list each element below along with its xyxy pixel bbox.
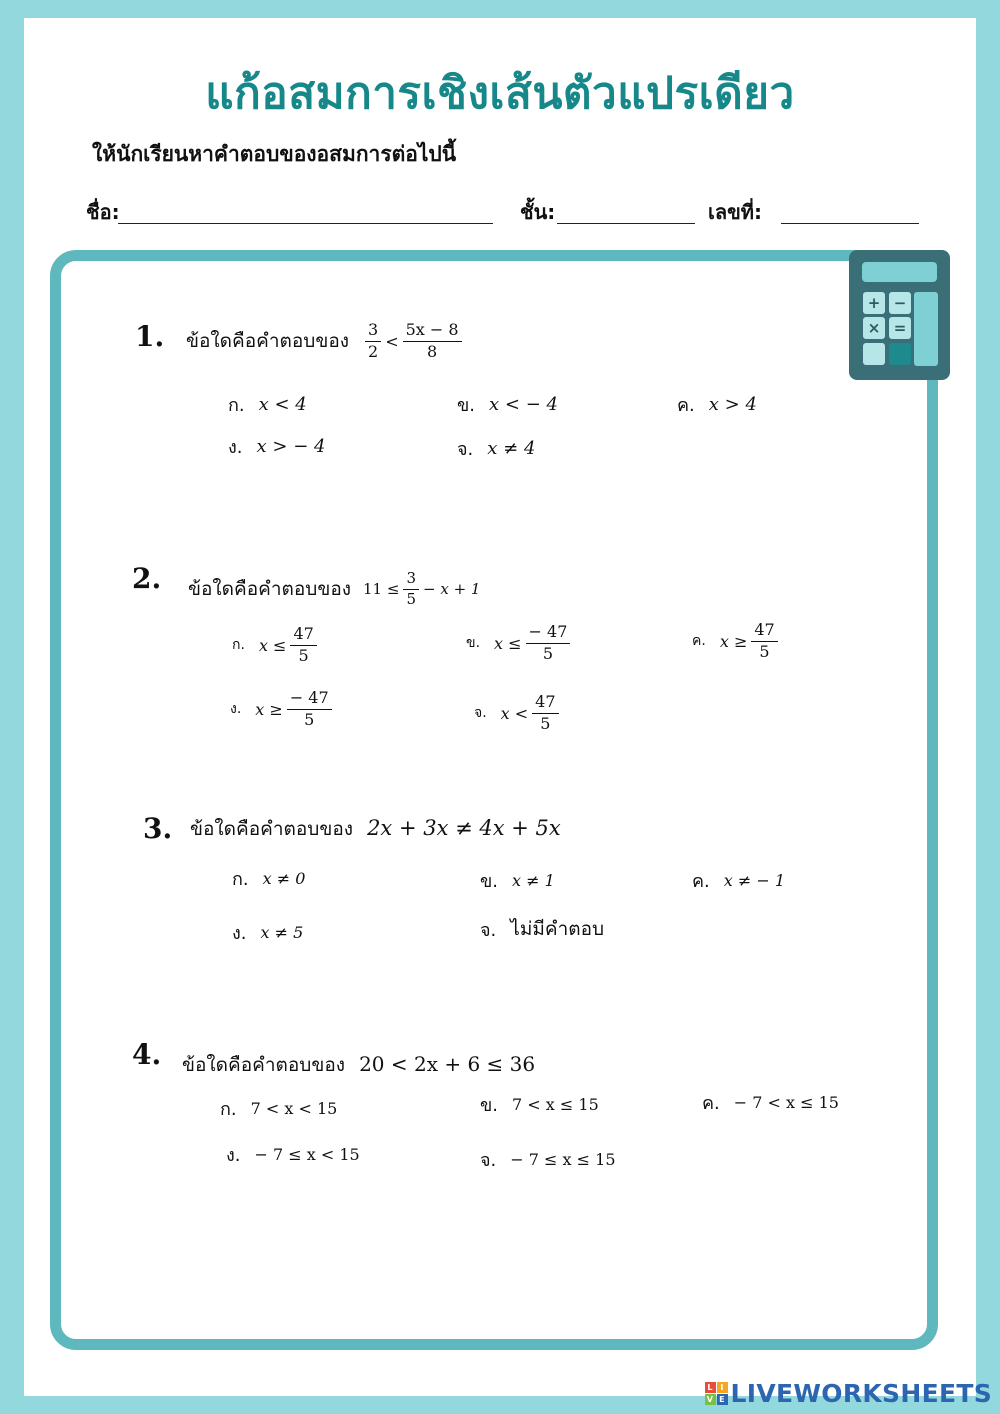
- q4-number: 4.: [132, 1038, 162, 1071]
- logo-letter: I: [717, 1382, 728, 1393]
- option-fraction: [290, 624, 316, 667]
- logo-letter: E: [717, 1394, 728, 1405]
- blank-key: [863, 343, 885, 365]
- q1-fraction-b: [403, 320, 462, 363]
- q1-option-d[interactable]: [228, 432, 325, 461]
- q2-text: ข้อใดคือคำตอบของ: [188, 578, 352, 600]
- q2-frac-num: 3: [403, 569, 419, 590]
- option-value: x > 4: [708, 394, 757, 415]
- q4-option-b[interactable]: [480, 1090, 599, 1119]
- option-value: x < 4: [258, 394, 307, 415]
- q1-relation: <: [385, 331, 399, 351]
- option-value: x > − 4: [256, 436, 326, 457]
- option-prefix: x ≤: [494, 633, 522, 653]
- class-input-line[interactable]: [557, 222, 695, 224]
- q1-frac-a-den: 2: [368, 341, 379, 361]
- option-value: ไม่มีคำตอบ: [510, 918, 605, 940]
- q2-option-b[interactable]: [466, 622, 574, 665]
- option-label: ค.: [692, 633, 706, 650]
- equals-key: =: [889, 317, 911, 339]
- frac-num: 47: [751, 620, 777, 642]
- option-value: − 7 < x ≤ 15: [733, 1093, 839, 1112]
- q1-option-b[interactable]: [457, 390, 558, 419]
- option-value: x ≠ 4: [487, 438, 536, 459]
- option-value: x ≠ 1: [512, 871, 555, 890]
- class-label: ชั้น:: [520, 200, 556, 224]
- logo-letter: V: [705, 1394, 716, 1405]
- option-fraction: [526, 622, 571, 665]
- option-label: ค.: [677, 395, 695, 416]
- option-value: − 7 ≤ x < 15: [254, 1145, 360, 1164]
- q1-number: 1.: [135, 320, 165, 353]
- frac-den: 5: [304, 709, 315, 729]
- q4-option-c[interactable]: [702, 1088, 839, 1117]
- option-fraction: [751, 620, 777, 663]
- option-value: − 7 ≤ x ≤ 15: [510, 1150, 616, 1169]
- option-label: ข.: [466, 635, 481, 652]
- option-value: x ≠ − 1: [723, 871, 786, 890]
- option-label: จ.: [457, 439, 474, 460]
- q3-option-b[interactable]: [480, 866, 555, 895]
- q4-text: ข้อใดคือคำตอบของ: [182, 1054, 346, 1076]
- frac-num: 47: [532, 692, 558, 714]
- calculator-icon: [849, 250, 950, 380]
- q1-question: [186, 312, 466, 370]
- option-label: จ.: [480, 919, 497, 941]
- option-label: ข.: [480, 871, 499, 892]
- option-value: x ≠ 5: [260, 923, 304, 942]
- option-value: x ≠ 0: [262, 869, 306, 888]
- q3-option-e[interactable]: [480, 914, 604, 944]
- option-label: ง.: [226, 1145, 241, 1166]
- option-label: ก.: [232, 637, 245, 654]
- option-prefix: x ≤: [258, 635, 287, 655]
- q2-option-e[interactable]: [474, 692, 563, 735]
- liveworksheets-brand[interactable]: [705, 1379, 992, 1408]
- frac-num: − 47: [287, 688, 332, 710]
- q4-option-e[interactable]: [480, 1145, 616, 1174]
- q3-option-c[interactable]: [692, 866, 785, 895]
- logo-letter: L: [705, 1382, 716, 1393]
- q1-option-c[interactable]: [677, 390, 757, 419]
- option-value: 7 < x ≤ 15: [512, 1095, 599, 1114]
- q2-rhs: − x + 1: [423, 580, 481, 598]
- q3-expression: 2x + 3x ≠ 4x + 5x: [367, 816, 561, 840]
- q4-option-a[interactable]: [220, 1094, 337, 1123]
- worksheet-title: แก้อสมการเชิงเส้นตัวแปรเดียว: [205, 68, 795, 119]
- q1-frac-b-den: 8: [427, 341, 438, 361]
- q4-option-d[interactable]: [226, 1140, 360, 1169]
- option-fraction: [532, 692, 558, 735]
- option-value: x < − 4: [489, 394, 558, 415]
- option-label: ข.: [457, 395, 476, 416]
- number-input-line[interactable]: [781, 222, 919, 224]
- option-label: จ.: [474, 705, 487, 722]
- frac-den: 5: [298, 645, 309, 665]
- option-label: ก.: [220, 1099, 237, 1120]
- option-label: ค.: [692, 871, 710, 892]
- frac-den: 5: [759, 641, 770, 661]
- q3-number: 3.: [143, 812, 173, 845]
- frac-den: 5: [540, 713, 551, 733]
- instructions: ให้นักเรียนหาคำตอบของอสมการต่อไปนี้: [92, 142, 457, 166]
- number-label: เลขที่:: [708, 200, 762, 224]
- plus-key: +: [863, 292, 885, 314]
- q1-text: ข้อใดคือคำตอบของ: [186, 330, 350, 352]
- option-label: ข.: [480, 1095, 499, 1116]
- option-value: 7 < x < 15: [250, 1099, 338, 1118]
- q3-text: ข้อใดคือคำตอบของ: [190, 818, 354, 840]
- minus-key: −: [889, 292, 911, 314]
- option-prefix: x <: [500, 703, 529, 723]
- brand-name: LIVEWORKSHEETS: [730, 1379, 992, 1408]
- option-label: ก.: [228, 395, 245, 416]
- option-label: ก.: [232, 869, 249, 890]
- q2-lhs: 11 ≤: [363, 580, 400, 598]
- q1-option-a[interactable]: [228, 390, 307, 419]
- q1-option-e[interactable]: [457, 434, 535, 463]
- option-prefix: x ≥: [719, 631, 748, 651]
- option-label: ง.: [228, 437, 243, 458]
- times-key: ×: [863, 317, 885, 339]
- q2-option-a[interactable]: [232, 624, 321, 667]
- q1-frac-a-num: 3: [365, 320, 381, 342]
- option-label: จ.: [480, 1150, 497, 1171]
- q4-question: [182, 1050, 535, 1080]
- q1-fraction-a: [365, 320, 381, 363]
- q3-option-a[interactable]: [232, 864, 305, 893]
- q3-question: [190, 814, 561, 844]
- frac-num: − 47: [526, 622, 571, 644]
- q1-frac-b-num: 5x − 8: [403, 320, 462, 342]
- frac-den: 5: [542, 643, 554, 663]
- q2-option-c[interactable]: [692, 620, 782, 663]
- q2-number: 2.: [132, 562, 162, 595]
- side-key: [914, 292, 938, 366]
- q2-option-d[interactable]: [230, 688, 336, 731]
- option-fraction: [287, 688, 332, 731]
- q3-option-d[interactable]: [232, 918, 303, 947]
- name-label: ชื่อ:: [86, 200, 120, 224]
- q2-question: [188, 560, 480, 618]
- frac-num: 47: [290, 624, 316, 646]
- dark-key: [889, 343, 911, 365]
- liveworksheets-logo-icon: [705, 1382, 728, 1405]
- q4-expression: 20 < 2x + 6 ≤ 36: [359, 1052, 536, 1076]
- q2-fraction: [403, 569, 419, 609]
- option-prefix: x ≥: [255, 699, 283, 719]
- q2-frac-den: 5: [406, 589, 416, 608]
- option-label: ค.: [702, 1093, 720, 1114]
- option-label: ง.: [230, 701, 242, 718]
- option-label: ง.: [232, 923, 247, 944]
- name-input-line[interactable]: [118, 222, 493, 224]
- calculator-screen: [862, 262, 937, 282]
